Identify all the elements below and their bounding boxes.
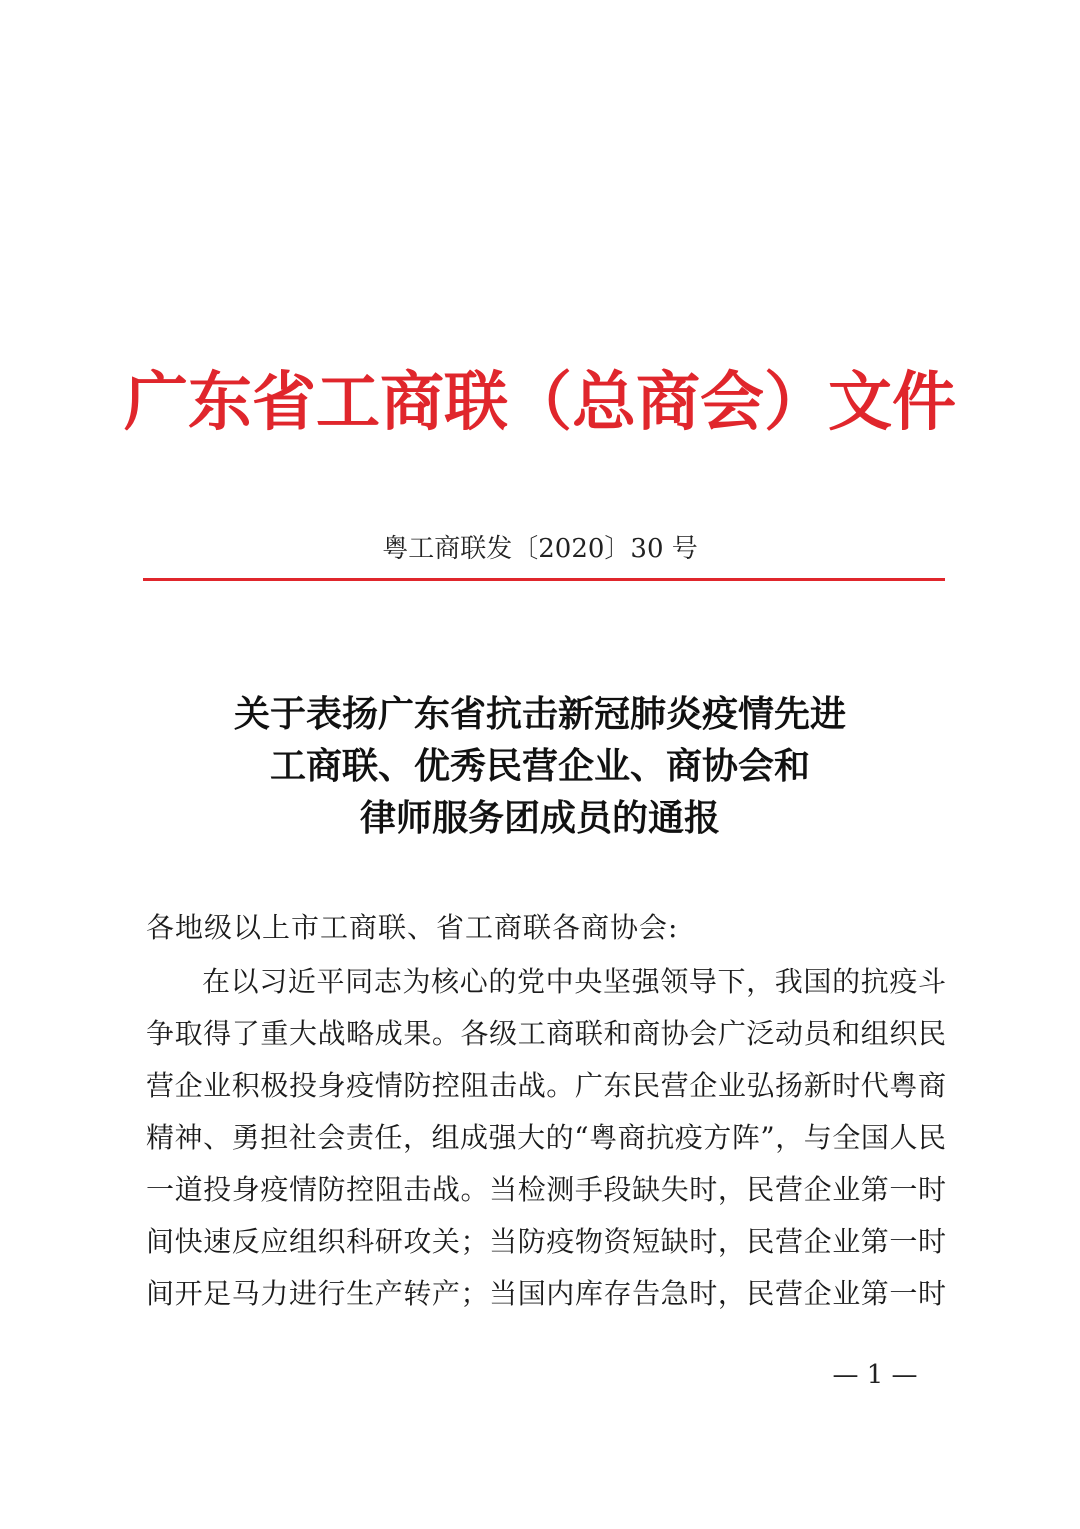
body-line: 间开足马力进行生产转产；当国内库存告急时，民营企业第一时: [146, 1277, 946, 1310]
page-number: — 1 —: [832, 1360, 918, 1390]
body-line: 在以习近平同志为核心的党中央坚强领导下，我国的抗疫斗: [202, 965, 946, 998]
issuing-organization-title: 广东省工商联（总商会）文件: [124, 365, 956, 440]
body-line: 间快速反应组织科研攻关；当防疫物资短缺时，民营企业第一时: [146, 1225, 946, 1258]
red-divider-line: [143, 578, 945, 581]
notice-title-line-1: 关于表扬广东省抗击新冠肺炎疫情先进: [233, 693, 846, 735]
body-paragraph: [146, 956, 946, 1320]
body-line: 精神、勇担社会责任，组成强大的“粤商抗疫方阵”，与全国人民: [146, 1121, 946, 1154]
notice-title-line-2: 工商联、优秀民营企业、商协会和: [269, 745, 810, 787]
notice-title: [120, 688, 960, 844]
salutation: 各地级以上市工商联、省工商联各商协会:: [146, 911, 679, 944]
body-line: 一道投身疫情防控阻击战。当检测手段缺失时，民营企业第一时: [146, 1173, 946, 1206]
notice-title-line-3: 律师服务团成员的通报: [359, 797, 720, 839]
body-line: 争取得了重大战略成果。各级工商联和商协会广泛动员和组织民: [146, 1017, 946, 1050]
body-line: 营企业积极投身疫情防控阻击战。广东民营企业弘扬新时代粤商: [146, 1069, 946, 1102]
document-number: 粤工商联发〔2020〕30 号: [382, 534, 698, 564]
